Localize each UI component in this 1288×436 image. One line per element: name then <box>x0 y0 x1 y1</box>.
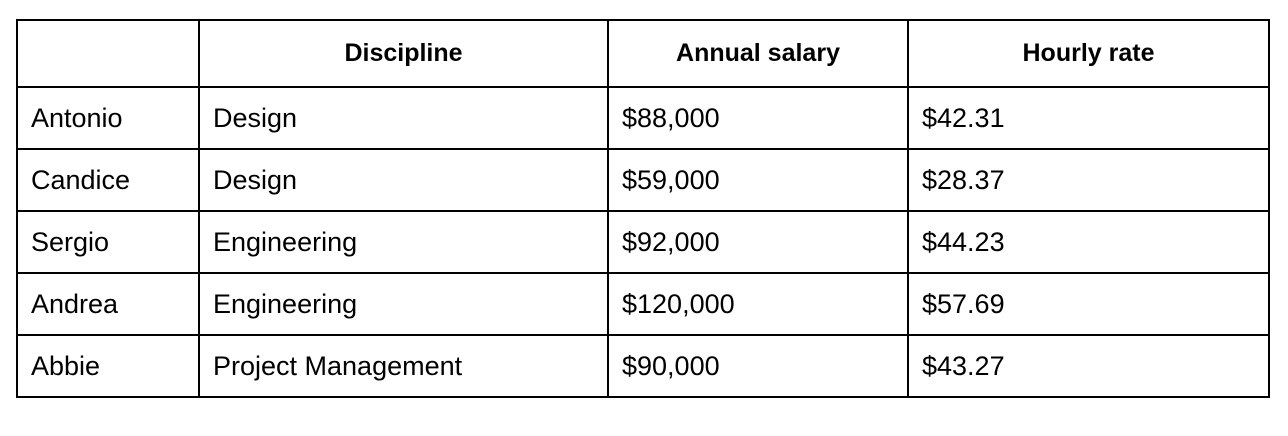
cell-name: Candice <box>17 149 199 211</box>
cell-annual-salary: $90,000 <box>608 335 908 397</box>
table-row <box>17 273 1269 335</box>
cell-discipline: Design <box>199 87 608 149</box>
cell-hourly-rate: $42.31 <box>908 87 1269 149</box>
cell-discipline: Design <box>199 149 608 211</box>
table-row <box>17 87 1269 149</box>
cell-hourly-rate: $44.23 <box>908 211 1269 273</box>
header-cell-annual-salary: Annual salary <box>608 20 908 87</box>
cell-name: Sergio <box>17 211 199 273</box>
table-row <box>17 335 1269 397</box>
cell-annual-salary: $92,000 <box>608 211 908 273</box>
cell-discipline: Engineering <box>199 211 608 273</box>
cell-hourly-rate: $28.37 <box>908 149 1269 211</box>
cell-annual-salary: $120,000 <box>608 273 908 335</box>
table-row <box>17 211 1269 273</box>
cell-annual-salary: $59,000 <box>608 149 908 211</box>
cell-discipline: Engineering <box>199 273 608 335</box>
header-cell-hourly-rate: Hourly rate <box>908 20 1269 87</box>
cell-discipline: Project Management <box>199 335 608 397</box>
header-cell-name <box>17 20 199 87</box>
cell-name: Antonio <box>17 87 199 149</box>
cell-name: Abbie <box>17 335 199 397</box>
header-cell-discipline: Discipline <box>199 20 608 87</box>
cell-name: Andrea <box>17 273 199 335</box>
header-row <box>17 20 1269 87</box>
cell-hourly-rate: $57.69 <box>908 273 1269 335</box>
cell-hourly-rate: $43.27 <box>908 335 1269 397</box>
cell-annual-salary: $88,000 <box>608 87 908 149</box>
table-row <box>17 149 1269 211</box>
salary-table <box>16 19 1270 398</box>
